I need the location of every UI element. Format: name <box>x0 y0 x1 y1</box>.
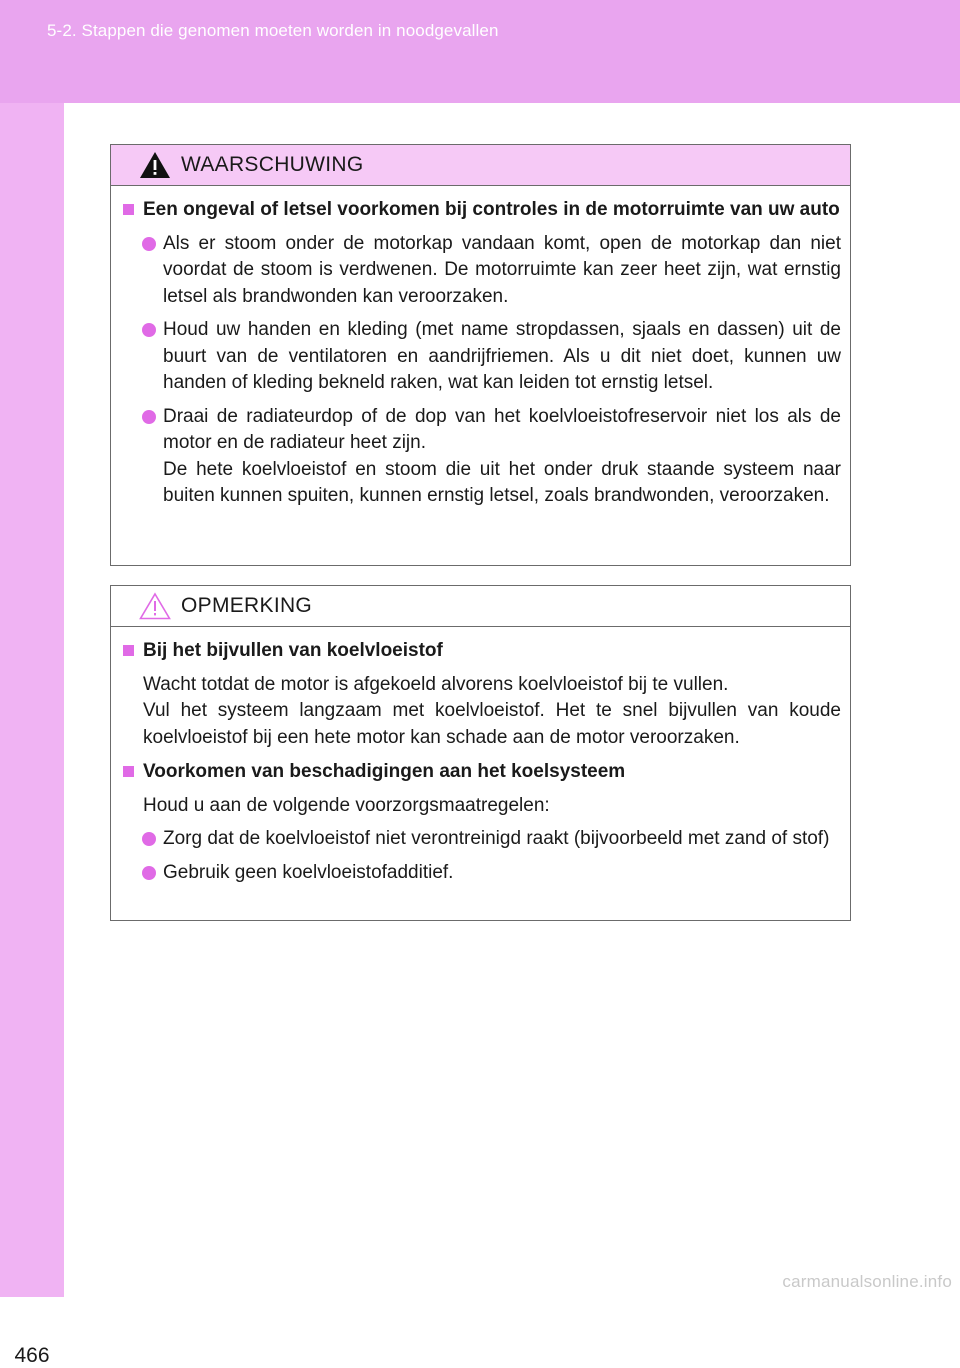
paragraph-line: Wacht totdat de motor is afgekoeld alvorens koelvloeistof bij te vullen. <box>143 673 729 695</box>
list-item <box>142 231 841 311</box>
circle-bullet-icon <box>142 866 156 880</box>
list-item-continuation: De hete koelvloeistof en stoom die uit het onder druk staande systeem naar buiten kunnen spuiten, kunnen ernstig letsel, zoals brandwonden, veroorzaken. <box>163 458 841 506</box>
warning-body <box>111 186 850 522</box>
warning-label: WAARSCHUWING <box>181 153 364 176</box>
note-section <box>123 759 841 786</box>
header-band <box>0 0 960 103</box>
note-paragraph <box>143 672 841 752</box>
list-item-text: Houd uw handen en kleding (met name stropdassen, sjaals en dassen) uit de buurt van de ventilatoren en aandrijfriemen. Als u dit niet doet, kunnen uw handen of kleding bekneld raken, wat kan leiden tot ernstig letsel. <box>163 319 841 393</box>
circle-bullet-icon <box>142 237 156 251</box>
circle-bullet-icon <box>142 832 156 846</box>
page-number: 466 <box>14 1344 50 1367</box>
list-item-text: Zorg dat de koelvloeistof niet verontreinigd raakt (bijvoorbeeld met zand of stof) <box>163 828 830 849</box>
warning-header <box>111 145 850 186</box>
list-item <box>142 404 841 510</box>
list-item-text: Gebruik geen koelvloeistofadditief. <box>163 861 454 883</box>
square-bullet-icon <box>123 204 134 215</box>
note-header <box>111 586 850 627</box>
side-band <box>0 103 64 1367</box>
watermark: carmanualsonline.info <box>782 1272 952 1291</box>
caution-outline-icon <box>139 592 171 620</box>
list-item <box>142 826 841 853</box>
warning-box <box>110 144 851 566</box>
square-bullet-icon <box>123 645 134 656</box>
paragraph-line: Houd u aan de volgende voorzorgsmaatregelen: <box>143 794 550 816</box>
note-box <box>110 585 851 921</box>
square-bullet-icon <box>123 766 134 777</box>
section-breadcrumb: 5-2. Stappen die genomen moeten worden in noodgevallen <box>47 21 499 40</box>
warning-section-title: Een ongeval of letsel voorkomen bij controles in de motorruimte van uw auto <box>143 199 840 220</box>
list-item-text: Als er stoom onder de motorkap vandaan komt, open de motorkap dan niet voordat de stoom is verdwenen. De motorruimte kan zeer heet zijn, wat ernstig letsel als brandwonden kan veroorzaken. <box>163 232 841 307</box>
warning-section <box>123 197 841 224</box>
note-section <box>123 638 841 665</box>
note-label: OPMERKING <box>181 594 313 617</box>
list-item <box>142 317 841 397</box>
circle-bullet-icon <box>142 410 156 424</box>
list-item-line: Draai de radiateurdop of de dop van het koelvloeistofreservoir niet los als de motor en de radiateur heet zijn. <box>163 405 841 453</box>
paragraph-line: Vul het systeem langzaam met koelvloeistof. Het te snel bijvullen van koude koelvloeistof bij een hete motor kan schade aan de motor veroorzaken. <box>143 700 841 748</box>
note-section-title: Bij het bijvullen van koelvloeistof <box>143 640 443 661</box>
note-paragraph <box>143 793 841 820</box>
note-section-title: Voorkomen van beschadigingen aan het koelsysteem <box>143 761 626 782</box>
list-item <box>142 860 841 887</box>
warning-triangle-icon <box>139 151 171 179</box>
note-body <box>111 627 850 898</box>
list-item-text <box>163 404 841 510</box>
circle-bullet-icon <box>142 323 156 337</box>
